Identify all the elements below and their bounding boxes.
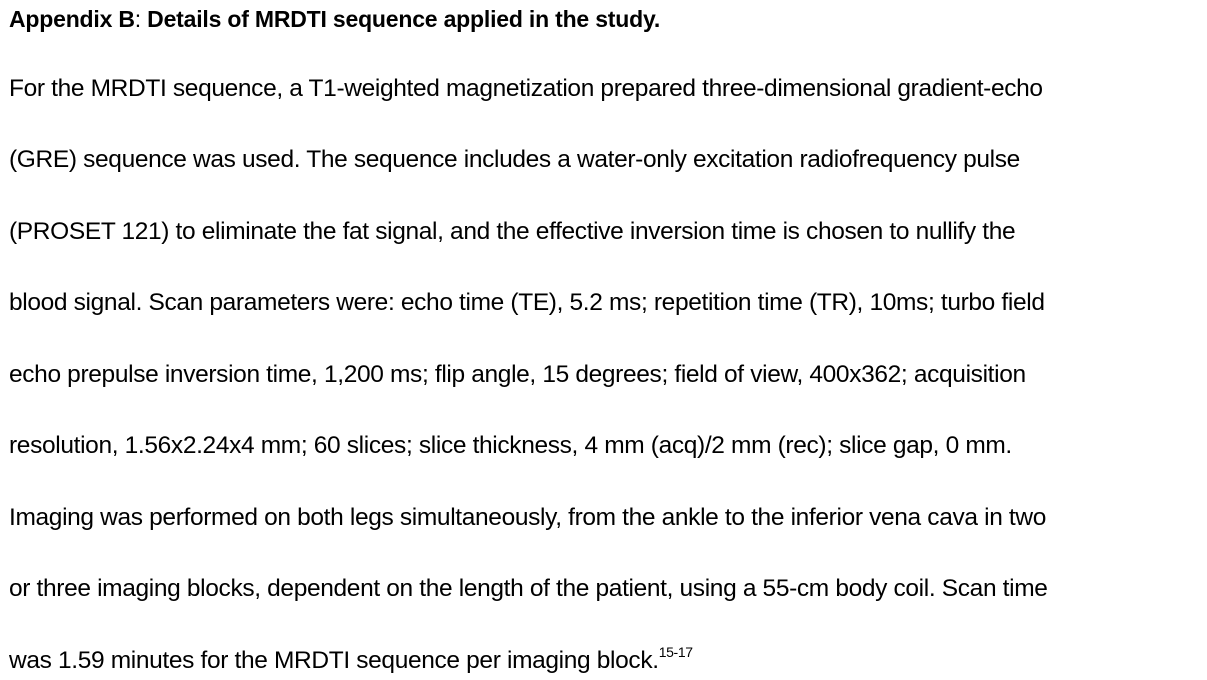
paragraph-line: (PROSET 121) to eliminate the fat signal, and the effective inversion time is chosen to nullify the: [9, 218, 1016, 245]
paragraph-line: Imaging was performed on both legs simultaneously, from the ankle to the inferior vena cava in two: [9, 504, 1047, 531]
appendix-heading: [9, 6, 660, 33]
appendix-label: Appendix B: [9, 6, 135, 32]
paragraph-line: blood signal. Scan parameters were: echo time (TE), 5.2 ms; repetition time (TR), 10ms; turbo field: [9, 289, 1045, 316]
paragraph-line: was 1.59 minutes for the MRDTI sequence per imaging block.: [9, 647, 659, 674]
paragraph-line: echo prepulse inversion time, 1,200 ms; flip angle, 15 degrees; field of view, 400x362; acquisition: [9, 361, 1026, 388]
paragraph-line: (GRE) sequence was used. The sequence includes a water-only excitation radiofrequency pulse: [9, 146, 1020, 173]
paragraph-line: or three imaging blocks, dependent on the length of the patient, using a 55-cm body coil. Scan time: [9, 575, 1048, 602]
paragraph-last-line: [9, 643, 693, 676]
citation-superscript: 15-17: [658, 643, 693, 660]
paragraph-line: For the MRDTI sequence, a T1-weighted magnetization prepared three-dimensional gradient-echo: [9, 75, 1043, 102]
paragraph-line: resolution, 1.56x2.24x4 mm; 60 slices; slice thickness, 4 mm (acq)/2 mm (rec); slice gap, 0 mm.: [9, 432, 1012, 459]
heading-colon: :: [134, 6, 141, 32]
appendix-title: Details of MRDTI sequence applied in the study.: [140, 6, 661, 32]
